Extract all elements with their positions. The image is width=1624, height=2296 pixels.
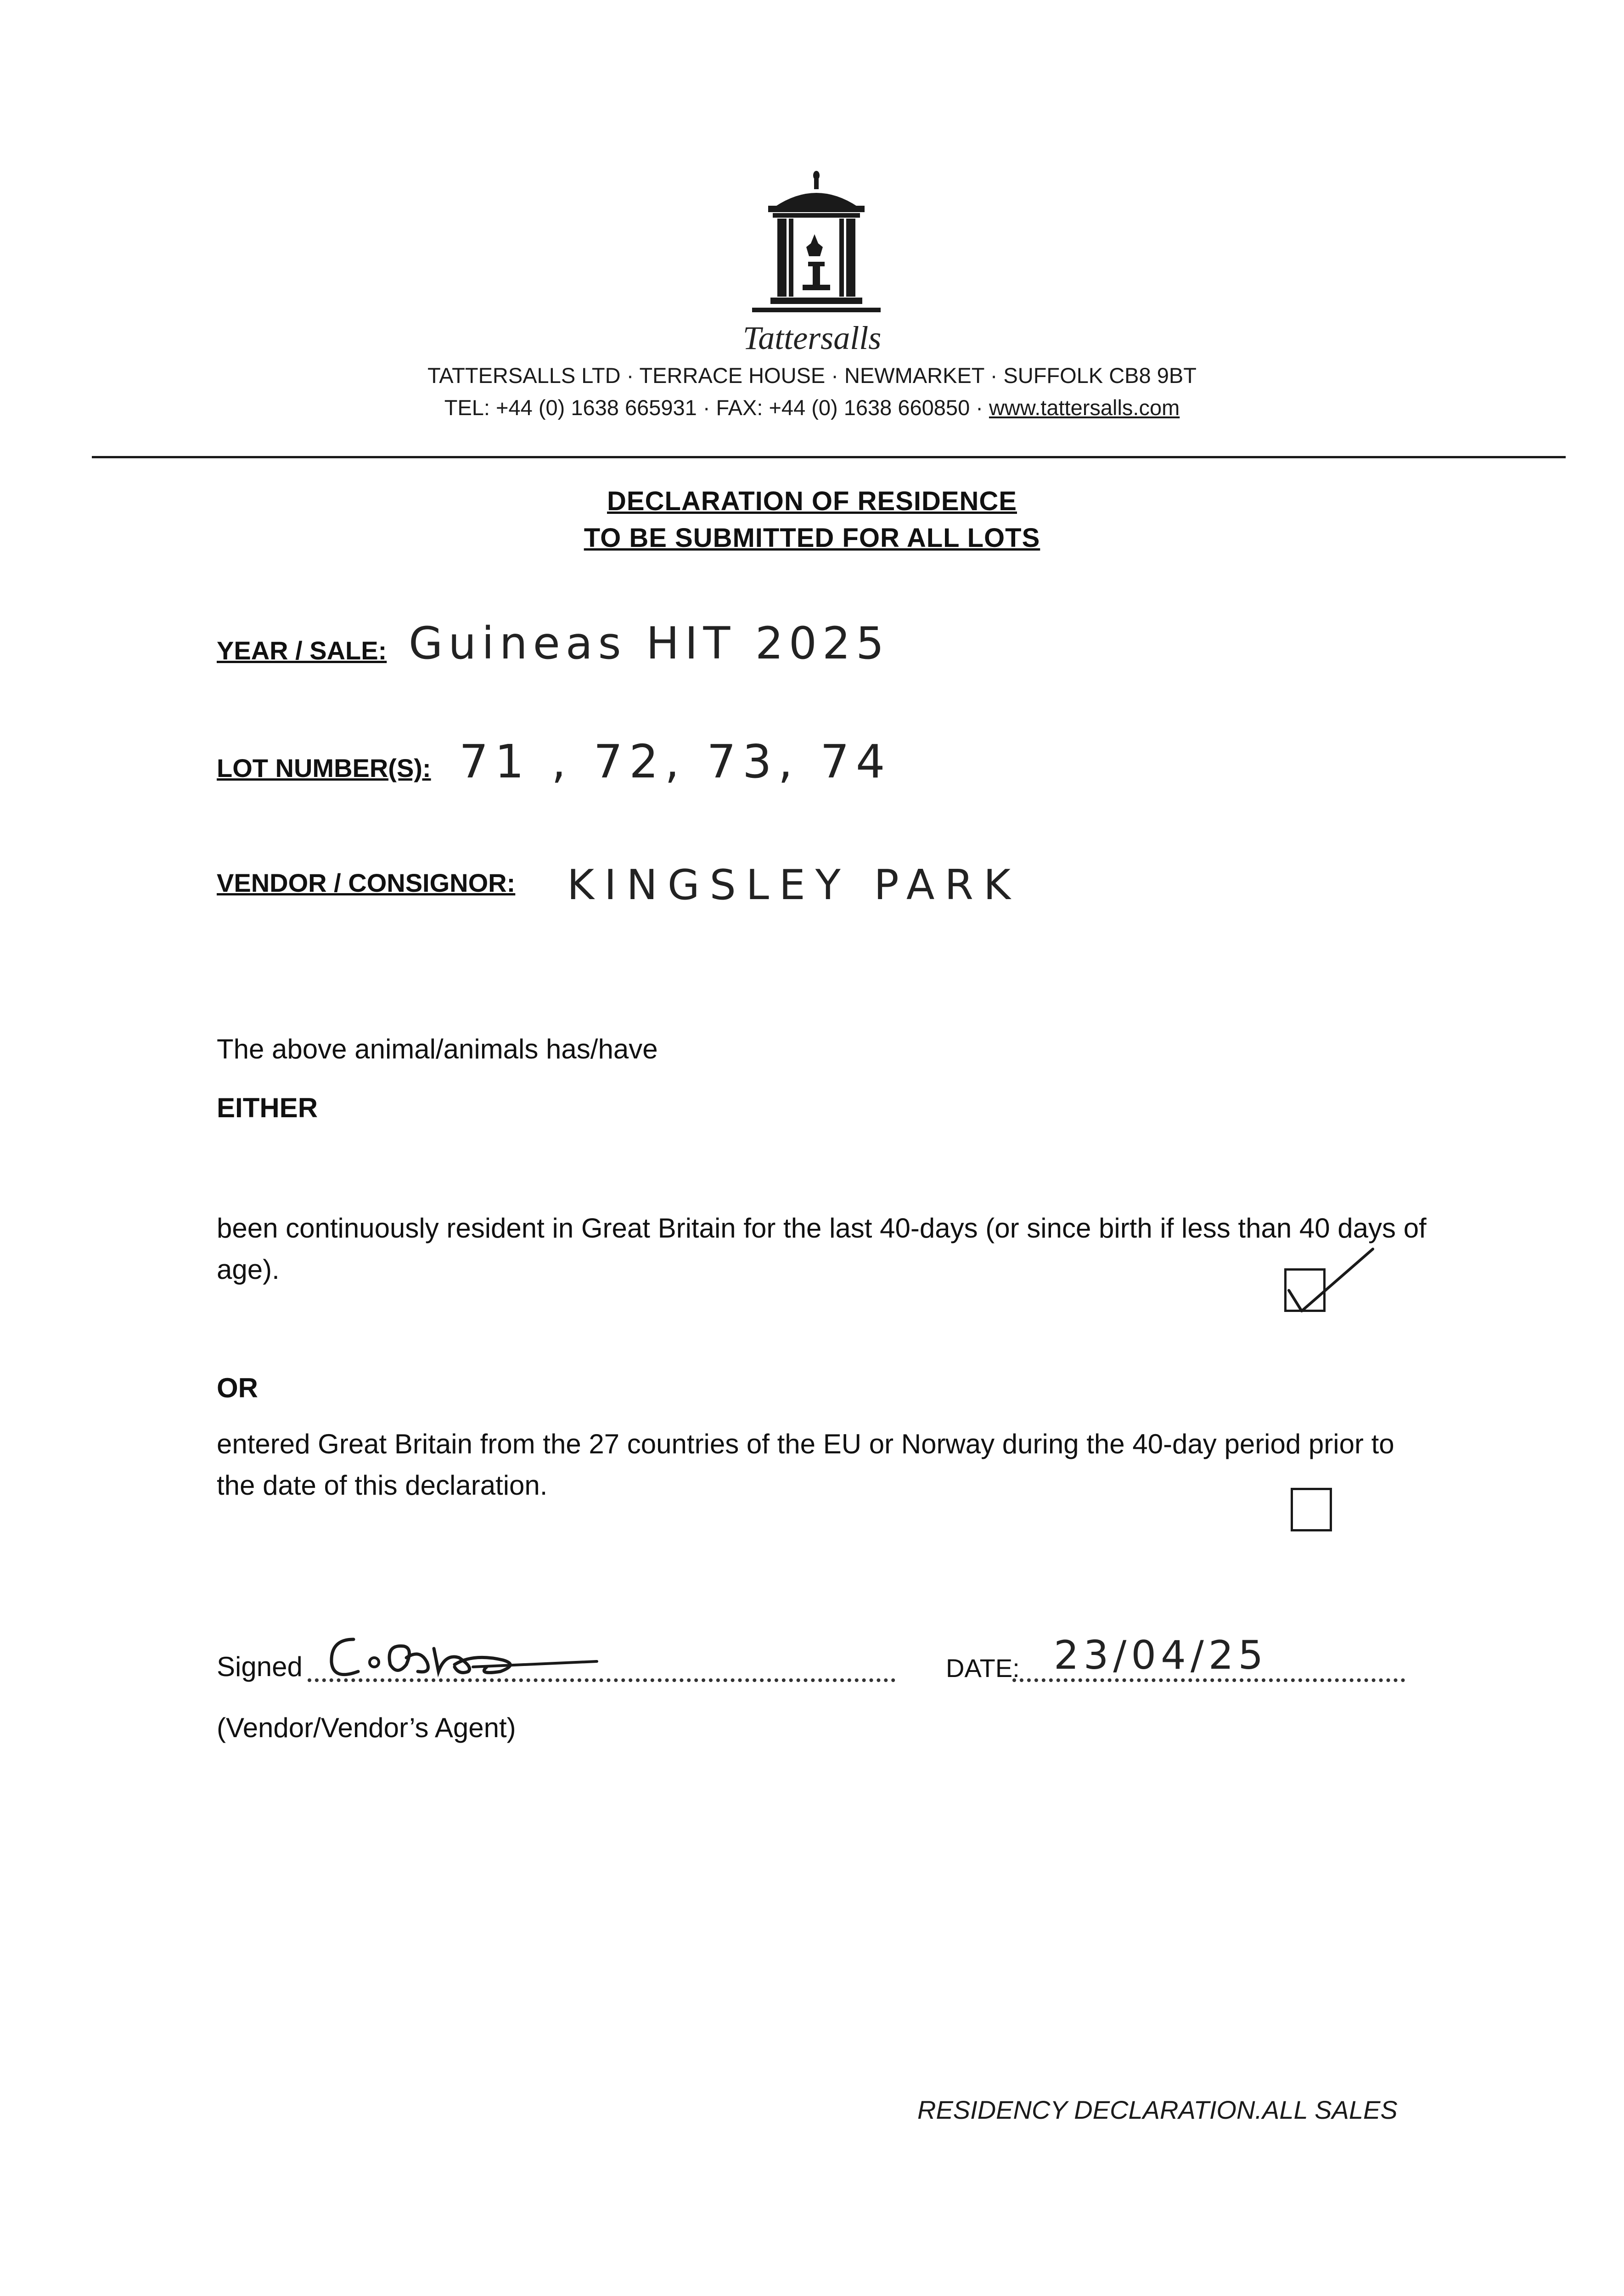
tattersalls-logo [747,170,885,319]
header-divider [92,456,1566,458]
signature-caption: (Vendor/Vendor’s Agent) [217,1712,516,1743]
either-heading: EITHER [217,1092,318,1123]
brand-name: Tattersalls [742,320,882,356]
signed-label: Signed [217,1651,303,1682]
lot-numbers-label: LOT NUMBER(S): [217,754,431,782]
date-field[interactable]: 23/04/25 [1054,1632,1268,1678]
contact-numbers: TEL: +44 (0) 1638 665931 · FAX: +44 (0) 1638 660850 · [444,395,989,420]
option-entered-text: entered Great Britain from the 27 countries of the EU or Norway during the 40-day period prior to the date of this declaration. [217,1429,1394,1501]
year-sale-field[interactable]: Guineas HIT 2025 [409,618,890,669]
vendor-consignor-label: VENDOR / CONSIGNOR: [217,868,516,897]
document-subtitle: TO BE SUBMITTED FOR ALL LOTS [584,523,1040,553]
company-contact [0,395,1624,420]
date-label: DATE: [946,1654,1020,1683]
document-title: DECLARATION OF RESIDENCE [607,486,1017,516]
handwritten-signature [321,1621,606,1690]
declaration-intro: The above animal/animals has/have [217,1034,658,1064]
vendor-consignor-field[interactable]: KINGSLEY PARK [567,861,1021,909]
website-link[interactable]: www.tattersalls.com [989,395,1180,420]
option-resident-text: been continuously resident in Great Britain for the last 40-days (or since birth if less than 40 days of age). [217,1213,1427,1285]
checkmark-icon [1283,1247,1375,1316]
option-entered-checkbox[interactable] [1291,1488,1332,1531]
year-sale-label: YEAR / SALE: [217,636,387,665]
company-address: TATTERSALLS LTD · TERRACE HOUSE · NEWMARKET · SUFFOLK CB8 9BT [427,363,1197,388]
lot-numbers-field[interactable]: 71 , 72, 73, 74 [459,735,892,788]
form-footer: RESIDENCY DECLARATION.ALL SALES [917,2095,1398,2124]
or-heading: OR [217,1373,258,1403]
